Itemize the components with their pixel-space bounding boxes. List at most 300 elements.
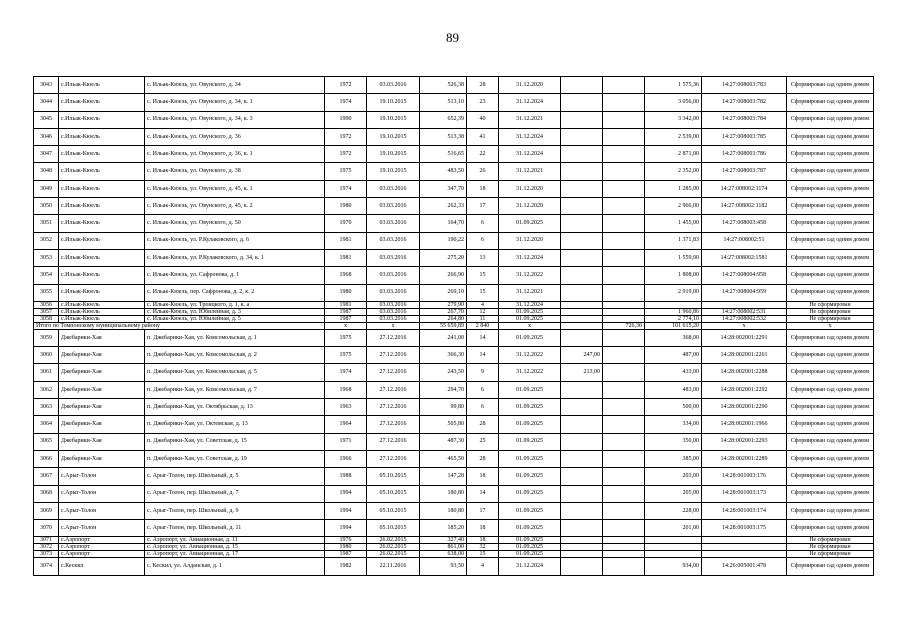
date-cell: 05.10.2015	[367, 502, 420, 519]
amount-cell-2	[603, 329, 645, 346]
amount-cell-total: 334,00	[645, 416, 702, 433]
row-number: 3070	[34, 520, 59, 537]
settlement-cell: Джебарики-Хая	[59, 347, 145, 364]
area-cell: 264,80	[420, 315, 467, 322]
residents-count-cell: 14	[467, 347, 499, 364]
cadastral-number-cell: 14:27:008003:786	[702, 146, 787, 163]
amount-cell-1	[561, 94, 603, 111]
row-number: 3074	[34, 558, 59, 575]
row-number: 3048	[34, 163, 59, 180]
row-number: 3060	[34, 347, 59, 364]
amount-cell-2	[603, 301, 645, 308]
area-cell: 513,38	[420, 128, 467, 145]
land-status-cell: Сформирован сад одним домом	[787, 329, 874, 346]
deadline-cell: 01.09.2025	[499, 381, 561, 398]
date-cell: 05.10.2015	[367, 520, 420, 537]
amount-cell-2	[603, 128, 645, 145]
year-built-cell: 1981	[325, 249, 367, 266]
year-built-cell: 1987	[325, 315, 367, 322]
land-status-cell: Сформирован сад одним домом	[787, 163, 874, 180]
cadastral-number-cell: 14:28:002001:2291	[702, 329, 787, 346]
date-cell: 22.11.2016	[367, 558, 420, 575]
settlement-cell: с.Арыг-Толон	[59, 485, 145, 502]
row-number: 3050	[34, 198, 59, 215]
amount-cell-total: 368,00	[645, 329, 702, 346]
deadline-cell: 31.12.2024	[499, 249, 561, 266]
settlement-cell: Джебарики-Хая	[59, 433, 145, 450]
deadline-cell: 01.09.2025	[499, 450, 561, 467]
table-row	[34, 468, 874, 485]
date-cell: 19.10.2015	[367, 128, 420, 145]
date-cell: 26.02.2015	[367, 551, 420, 558]
table-row	[34, 301, 874, 308]
row-number: 3053	[34, 249, 59, 266]
table-row	[34, 77, 874, 94]
page-number: 89	[446, 30, 459, 45]
cadastral-number-cell: 14:27:008003:782	[702, 94, 787, 111]
amount-cell-1	[561, 558, 603, 575]
amount-cell-1	[561, 198, 603, 215]
table-row	[34, 537, 874, 544]
deadline-cell: 31.12.2024	[499, 146, 561, 163]
land-status-cell: Сформирован сад одним домом	[787, 502, 874, 519]
deadline-cell: 31.12.2021	[499, 163, 561, 180]
amount-cell-2	[603, 558, 645, 575]
cadastral-number-cell: 14:27:008003:785	[702, 128, 787, 145]
amount-cell-total: 3 056,00	[645, 94, 702, 111]
settlement-cell: с.Арыг-Толон	[59, 502, 145, 519]
amount-cell-total: 1 371,83	[645, 232, 702, 249]
settlement-cell: с.Ильак-Кюель	[59, 146, 145, 163]
amount-cell-total: 1 455,00	[645, 215, 702, 232]
amount-cell-1	[561, 180, 603, 197]
residents-count-cell: 40	[467, 111, 499, 128]
row-number: 3043	[34, 77, 59, 94]
cadastral-number-cell	[702, 301, 787, 308]
amount-cell-total: 934,00	[645, 558, 702, 575]
table-row	[34, 215, 874, 232]
row-number: 3061	[34, 364, 59, 381]
amount-cell-2	[603, 249, 645, 266]
amount-cell-2	[603, 284, 645, 301]
deadline-cell: 01.09.2025	[499, 416, 561, 433]
residents-count-cell: 32	[467, 544, 499, 551]
cadastral-number-cell: 14:27:008002:1182	[702, 198, 787, 215]
cadastral-number-cell	[702, 551, 787, 558]
amount-cell-total: 1 285,00	[645, 180, 702, 197]
amount-cell-1	[561, 485, 603, 502]
date-cell: 03.03.2016	[367, 232, 420, 249]
amount-cell-1: 247,00	[561, 347, 603, 364]
year-built-cell: 1974	[325, 364, 367, 381]
amount-cell-total: 1 575,36	[645, 77, 702, 94]
residents-count-cell: 12	[467, 308, 499, 315]
amount-cell-total: 500,00	[645, 399, 702, 416]
row-number: 3066	[34, 450, 59, 467]
address-cell: с. Ильак-Кюель, ул. Р.Кулаковского, д. 6	[145, 232, 325, 249]
residents-count-cell: 6	[467, 232, 499, 249]
date-cell: 19.10.2015	[367, 146, 420, 163]
deadline-cell: 01.09.2025	[499, 502, 561, 519]
cadastral-number-cell: 14:28:001003:174	[702, 502, 787, 519]
date-cell: 05.10.2015	[367, 468, 420, 485]
deadline-cell: 31.12.2022	[499, 347, 561, 364]
address-cell: с. Ильак-Кюель, пер. Сафронова, д. 2, к. 2	[145, 284, 325, 301]
deadline-cell: 01.09.2025	[499, 315, 561, 322]
cadastral-number-cell: 14:27:008002:51	[702, 232, 787, 249]
residents-count-cell: 15	[467, 551, 499, 558]
table-row	[34, 163, 874, 180]
year-built-cell: 1982	[325, 558, 367, 575]
residents-count-cell: 18	[467, 537, 499, 544]
area-cell: 487,30	[420, 433, 467, 450]
amount-cell-total: 101 615,20	[645, 322, 702, 329]
cadastral-number-cell: 14:28:002001:2293	[702, 433, 787, 450]
amount-cell-total	[645, 301, 702, 308]
deadline-cell: 01.09.2025	[499, 485, 561, 502]
land-status-cell: Сформирован сад одним домом	[787, 267, 874, 284]
year-built-cell: 1994	[325, 485, 367, 502]
address-cell: с. Ильак-Кюель, ул. Овунского, д. 34	[145, 77, 325, 94]
settlement-cell: с.Ильак-Кюель	[59, 249, 145, 266]
land-status-cell: Сформирован сад одним домом	[787, 558, 874, 575]
cadastral-number-cell: 14:27:008004:959	[702, 284, 787, 301]
amount-cell-1	[561, 399, 603, 416]
amount-cell-total: 385,00	[645, 450, 702, 467]
settlement-cell: с.Ильак-Кюель	[59, 267, 145, 284]
residents-count-cell: 18	[467, 180, 499, 197]
row-number: 3056	[34, 301, 59, 308]
settlement-cell: с.Кескил	[59, 558, 145, 575]
row-number: 3069	[34, 502, 59, 519]
area-cell: 347,70	[420, 180, 467, 197]
settlement-cell: Джебарики-Хая	[59, 329, 145, 346]
table-row	[34, 433, 874, 450]
cadastral-number-cell: 14:27:008003:783	[702, 77, 787, 94]
area-cell: 269,10	[420, 284, 467, 301]
table-row	[34, 94, 874, 111]
land-status-cell: Не сформирован	[787, 308, 874, 315]
amount-cell-1	[561, 301, 603, 308]
cadastral-number-cell: 14:28:001003:173	[702, 485, 787, 502]
row-number: 3059	[34, 329, 59, 346]
date-cell: 27.12.2016	[367, 416, 420, 433]
address-cell: с. Арыг-Толон, пер. Школьный, д. 5	[145, 468, 325, 485]
year-built-cell: 1980	[325, 198, 367, 215]
cadastral-number-cell: 14:28:002001:2290	[702, 399, 787, 416]
settlement-cell: с.Ильак-Кюель	[59, 94, 145, 111]
amount-cell-2	[603, 180, 645, 197]
area-cell: 185,20	[420, 520, 467, 537]
residents-count-cell: 41	[467, 128, 499, 145]
date-cell: 03.03.2016	[367, 249, 420, 266]
address-cell: п. Джебарики-Хая, ул. Октябрьская, д. 13	[145, 399, 325, 416]
residents-count-cell: 28	[467, 450, 499, 467]
deadline-cell: 01.09.2025	[499, 544, 561, 551]
row-number: 3065	[34, 433, 59, 450]
address-cell: с. Ильак-Кюель, ул. Юбилейная, д. 5	[145, 315, 325, 322]
amount-cell-2	[603, 232, 645, 249]
row-number: 3068	[34, 485, 59, 502]
settlement-cell: с.Ильак-Кюель	[59, 215, 145, 232]
year-built-cell: 1990	[325, 111, 367, 128]
table-row	[34, 347, 874, 364]
land-status-cell: Сформирован сад одним домом	[787, 364, 874, 381]
date-cell: 19.10.2015	[367, 94, 420, 111]
deadline-cell: 31.12.2021	[499, 284, 561, 301]
area-cell: 526,38	[420, 77, 467, 94]
land-status-cell: Не сформирован	[787, 544, 874, 551]
year-built-cell: 1972	[325, 146, 367, 163]
row-number: 3054	[34, 267, 59, 284]
amount-cell-2	[603, 468, 645, 485]
deadline-cell: 01.09.2025	[499, 329, 561, 346]
cadastral-number-cell: 14:28:002001:1966	[702, 416, 787, 433]
residents-count-cell: 6	[467, 399, 499, 416]
amount-cell-total: 1 960,86	[645, 308, 702, 315]
area-cell: 294,70	[420, 381, 467, 398]
amount-cell-1	[561, 537, 603, 544]
cadastral-number-cell: 14:28:002001:2261	[702, 347, 787, 364]
amount-cell-total: 350,00	[645, 433, 702, 450]
land-status-cell: Сформирован сад одним домом	[787, 128, 874, 145]
amount-cell-1	[561, 232, 603, 249]
amount-cell-1	[561, 329, 603, 346]
date-cell: 05.10.2015	[367, 485, 420, 502]
address-cell: с. Аэропорт, ул. Авиационная, д. 11	[145, 537, 325, 544]
date-cell: 19.10.2015	[367, 163, 420, 180]
deadline-cell: 31.12.2024	[499, 558, 561, 575]
cadastral-number-cell: x	[702, 322, 787, 329]
amount-cell-2	[603, 315, 645, 322]
land-status-cell: Сформирован сад одним домом	[787, 77, 874, 94]
residents-count-cell: 6	[467, 381, 499, 398]
deadline-cell: 01.09.2025	[499, 537, 561, 544]
year-built-cell: 1968	[325, 267, 367, 284]
table-row	[34, 551, 874, 558]
year-built-cell: 1975	[325, 329, 367, 346]
amount-cell-1	[561, 146, 603, 163]
cadastral-number-cell	[702, 537, 787, 544]
settlement-cell: с.Аэропорт	[59, 537, 145, 544]
year-built-cell: 1966	[325, 450, 367, 467]
row-number: 3063	[34, 399, 59, 416]
area-cell: 267,70	[420, 308, 467, 315]
settlement-cell: Джебарики-Хая	[59, 399, 145, 416]
table-row	[34, 111, 874, 128]
year-built-cell: 1974	[325, 180, 367, 197]
year-built-cell: 1963	[325, 399, 367, 416]
address-cell: с. Ильак-Кюель, ул. Овунского, д. 36, к. 1	[145, 146, 325, 163]
cadastral-number-cell: 14:28:002001:2292	[702, 381, 787, 398]
amount-cell-1	[561, 128, 603, 145]
amount-cell-1	[561, 111, 603, 128]
deadline-cell: 31.12.2024	[499, 94, 561, 111]
address-cell: п. Джебарики-Хая, ул. Советская, д. 15	[145, 433, 325, 450]
settlement-cell: с.Ильак-Кюель	[59, 180, 145, 197]
row-number: 3064	[34, 416, 59, 433]
cadastral-number-cell	[702, 544, 787, 551]
year-built-cell: 1980	[325, 544, 367, 551]
deadline-cell: 31.12.2022	[499, 364, 561, 381]
area-cell: 262,33	[420, 198, 467, 215]
cadastral-number-cell: 14:27:008002:1174	[702, 180, 787, 197]
table-row	[34, 198, 874, 215]
table-row	[34, 315, 874, 322]
address-cell: с. Ильак-Кюель, ул. Овунского, д. 34, к. 3	[145, 111, 325, 128]
date-cell: 26.02.2015	[367, 537, 420, 544]
date-cell: 27.12.2016	[367, 433, 420, 450]
row-number: 3051	[34, 215, 59, 232]
land-status-cell: Сформирован сад одним домом	[787, 94, 874, 111]
table-row	[34, 520, 874, 537]
land-status-cell: Не сформирован	[787, 301, 874, 308]
year-built-cell: 1968	[325, 381, 367, 398]
deadline-cell: 01.09.2025	[499, 551, 561, 558]
land-status-cell: Сформирован сад одним домом	[787, 198, 874, 215]
year-built-cell: 1971	[325, 433, 367, 450]
year-built-cell: 1974	[325, 94, 367, 111]
year-built-cell: 1988	[325, 468, 367, 485]
land-status-cell: Сформирован сад одним домом	[787, 347, 874, 364]
year-built-cell: 1981	[325, 232, 367, 249]
amount-cell-2	[603, 544, 645, 551]
address-cell: п. Джебарики-Хая, ул. Комсомольская, д. 5	[145, 364, 325, 381]
table-row	[34, 180, 874, 197]
amount-cell-1: 213,00	[561, 364, 603, 381]
cadastral-number-cell: 14:27:008002:531	[702, 308, 787, 315]
settlement-cell: с.Ильак-Кюель	[59, 284, 145, 301]
settlement-cell: с.Ильак-Кюель	[59, 308, 145, 315]
row-number: 3045	[34, 111, 59, 128]
address-cell: с. Ильак-Кюель, ул. Овунского, д. 45, к. 1	[145, 180, 325, 197]
amount-cell-total: 205,00	[645, 485, 702, 502]
amount-cell-2	[603, 215, 645, 232]
date-cell: 26.02.2015	[367, 544, 420, 551]
amount-cell-total: 1 808,00	[645, 267, 702, 284]
address-cell: с. Ильак-Кюель, ул. Сафронова, д. 1	[145, 267, 325, 284]
amount-cell-1	[561, 416, 603, 433]
area-cell: 266,90	[420, 267, 467, 284]
year-built-cell: 1964	[325, 416, 367, 433]
address-cell: с. Ильак-Кюель, ул. Р.Кулаковского, д. 34, к. 1	[145, 249, 325, 266]
row-number: 3046	[34, 128, 59, 145]
amount-cell-total: 2 774,10	[645, 315, 702, 322]
residents-count-cell: 28	[467, 416, 499, 433]
row-number: 3055	[34, 284, 59, 301]
address-cell: п. Джебарики-Хая, ул. Комсомольская, д. 2	[145, 347, 325, 364]
address-cell: п. Джебарики-Хая, ул. Советская, д. 19	[145, 450, 325, 467]
date-cell: 27.12.2016	[367, 399, 420, 416]
row-number: 3044	[34, 94, 59, 111]
row-number: 3072	[34, 544, 59, 551]
table-row	[34, 502, 874, 519]
table-row	[34, 399, 874, 416]
year-built-cell: 1987	[325, 308, 367, 315]
amount-cell-2	[603, 94, 645, 111]
amount-cell-total: 487,00	[645, 347, 702, 364]
cadastral-number-cell: 14:28:001003:175	[702, 520, 787, 537]
amount-cell-2	[603, 267, 645, 284]
area-cell: 55 659,89	[420, 322, 467, 329]
settlement-cell: с.Ильак-Кюель	[59, 111, 145, 128]
table-row	[34, 381, 874, 398]
settlement-cell: с.Аэропорт	[59, 544, 145, 551]
area-cell: 279,90	[420, 301, 467, 308]
address-cell: п. Джебарики-Хая, ул. Комсомольская, д. 7	[145, 381, 325, 398]
amount-cell-total: 2 352,00	[645, 163, 702, 180]
amount-cell-2	[603, 416, 645, 433]
address-cell: п. Джебарики-Хая, ул. Октемская, д. 13	[145, 416, 325, 433]
settlement-cell: с.Аэропорт	[59, 551, 145, 558]
land-status-cell: Сформирован сад одним домом	[787, 284, 874, 301]
settlement-cell: Джебарики-Хая	[59, 416, 145, 433]
land-status-cell: Не сформирован	[787, 551, 874, 558]
date-cell: 03.03.2016	[367, 180, 420, 197]
land-status-cell: Сформирован сад одним домом	[787, 468, 874, 485]
cadastral-number-cell: 14:27:008002:532	[702, 315, 787, 322]
settlement-cell: с.Арыг-Толон	[59, 468, 145, 485]
area-cell: 483,50	[420, 163, 467, 180]
land-status-cell: Сформирован сад одним домом	[787, 146, 874, 163]
amount-cell-2	[603, 502, 645, 519]
amount-cell-total: 228,00	[645, 502, 702, 519]
amount-cell-2	[603, 485, 645, 502]
settlement-cell: с.Ильак-Кюель	[59, 128, 145, 145]
date-cell: 27.12.2016	[367, 329, 420, 346]
area-cell: 861,00	[420, 544, 467, 551]
amount-cell-2	[603, 308, 645, 315]
residents-count-cell: 9	[467, 364, 499, 381]
amount-cell-1	[561, 381, 603, 398]
amount-cell-2	[603, 146, 645, 163]
amount-cell-total	[645, 551, 702, 558]
row-number: 3049	[34, 180, 59, 197]
deadline-cell: 31.12.2022	[499, 267, 561, 284]
date-cell: 03.03.2016	[367, 215, 420, 232]
cadastral-number-cell: 14:27:008003:458	[702, 215, 787, 232]
area-cell: 190,22	[420, 232, 467, 249]
row-number: 3052	[34, 232, 59, 249]
settlement-cell: Джебарики-Хая	[59, 364, 145, 381]
cadastral-number-cell: 14:27:008004:958	[702, 267, 787, 284]
date-cell: 03.03.2016	[367, 301, 420, 308]
amount-cell-2	[603, 347, 645, 364]
cadastral-number-cell: 14:27:008002:1581	[702, 249, 787, 266]
address-cell: с. Арыг-Толон, пер. Школьный, д. 9	[145, 502, 325, 519]
residents-count-cell: 14	[467, 485, 499, 502]
address-cell: с. Арыг-Толон, пер. Школьный, д. 11	[145, 520, 325, 537]
land-status-cell: Сформирован сад одним домом	[787, 111, 874, 128]
area-cell: 147,28	[420, 468, 467, 485]
deadline-cell: 01.09.2025	[499, 520, 561, 537]
row-number: 3071	[34, 537, 59, 544]
residents-count-cell: 14	[467, 329, 499, 346]
residents-count-cell: 15	[467, 284, 499, 301]
row-number: 3057	[34, 308, 59, 315]
residents-count-cell: 4	[467, 558, 499, 575]
area-cell: 652,39	[420, 111, 467, 128]
settlement-cell: с.Ильак-Кюель	[59, 163, 145, 180]
residents-count-cell: 17	[467, 502, 499, 519]
deadline-cell: 31.12.2020	[499, 198, 561, 215]
year-built-cell: 1975	[325, 347, 367, 364]
address-cell: с. Ильак-Кюель, ул. Овунского, д. 36	[145, 128, 325, 145]
date-cell: 27.12.2016	[367, 450, 420, 467]
land-status-cell: Сформирован сад одним домом	[787, 450, 874, 467]
deadline-cell: 31.12.2020	[499, 180, 561, 197]
area-cell: 243,50	[420, 364, 467, 381]
